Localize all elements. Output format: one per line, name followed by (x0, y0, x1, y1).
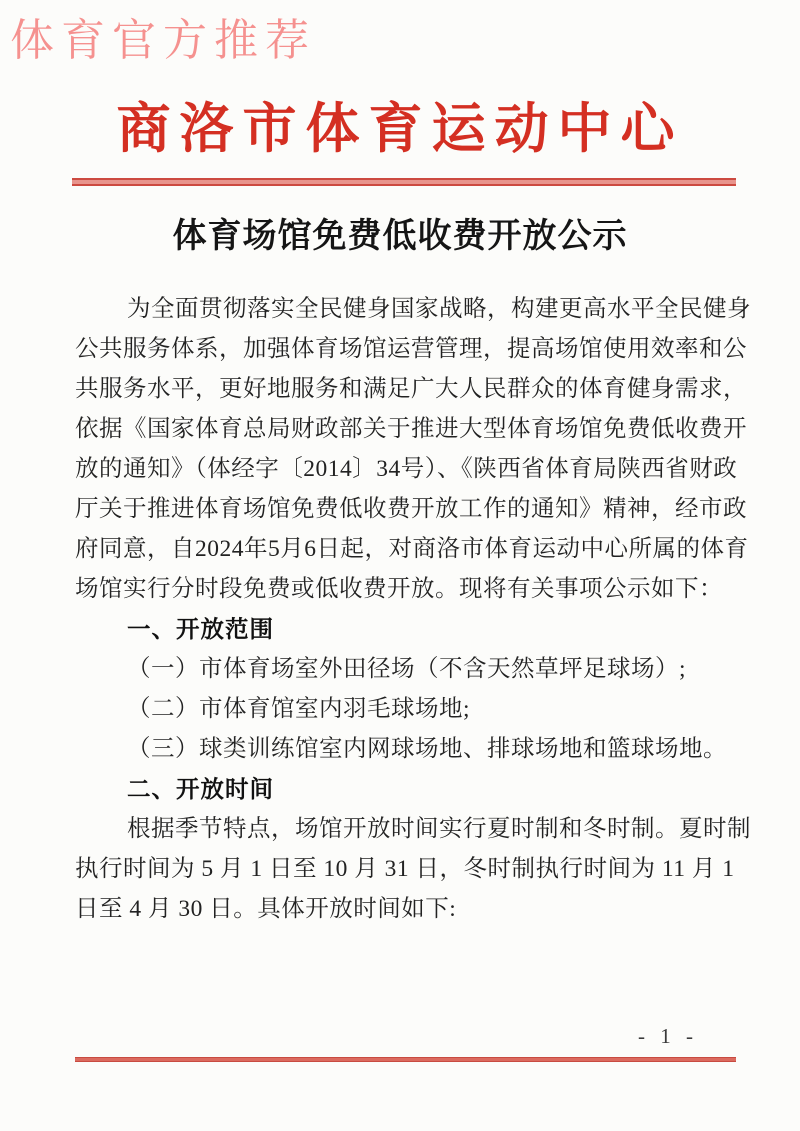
document-line: 执行时间为 5 月 1 日至 10 月 31 日，冬时制执行时间为 11 月 1 (75, 856, 735, 882)
document-line: 日至 4 月 30 日。具体开放时间如下: (75, 896, 457, 922)
document-title: 体育场馆免费低收费开放公示 (172, 218, 628, 255)
document-line: 依据《国家体育总局财政部关于推进大型体育场馆免费低收费开 (75, 416, 747, 442)
document-line: （三）球类训练馆室内网球场地、排球场地和篮球场地。 (127, 736, 727, 762)
document-line: 共服务水平，更好地服务和满足广大人民群众的体育健身需求， (75, 376, 747, 402)
document-body (75, 289, 751, 929)
document-line: 根据季节特点，场馆开放时间实行夏时制和冬时制。夏时制 (127, 816, 751, 842)
document-line: 为全面贯彻落实全民健身国家战略，构建更高水平全民健身 (127, 296, 751, 322)
document-line: 场馆实行分时段免费或低收费开放。现将有关事项公示如下： (75, 576, 723, 602)
section-heading: 二、开放时间 (127, 776, 274, 802)
watermark-text: 体育官方推荐 (10, 16, 316, 65)
document-line: 府同意，自2024年5月6日起，对商洛市体育运动中心所属的体育 (75, 536, 749, 562)
page-number: - 1 - (638, 1024, 698, 1048)
document-line: 厅关于推进体育场馆免费低收费开放工作的通知》精神，经市政 (75, 496, 747, 522)
document-line: （一）市体育场室外田径场（不含天然草坪足球场）; (127, 656, 687, 682)
document-line: （二）市体育馆室内羽毛球场地; (127, 696, 471, 722)
footer-rule (75, 1057, 736, 1062)
document-line: 放的通知》（体经字〔2014〕34号）、《陕西省体育局陕西省财政 (75, 456, 738, 482)
document-line: 公共服务体系，加强体育场馆运营管理，提高场馆使用效率和公 (75, 336, 747, 362)
letterhead-title: 商洛市体育运动中心 (116, 99, 684, 159)
header-rule (72, 178, 736, 186)
section-heading: 一、开放范围 (127, 616, 274, 642)
